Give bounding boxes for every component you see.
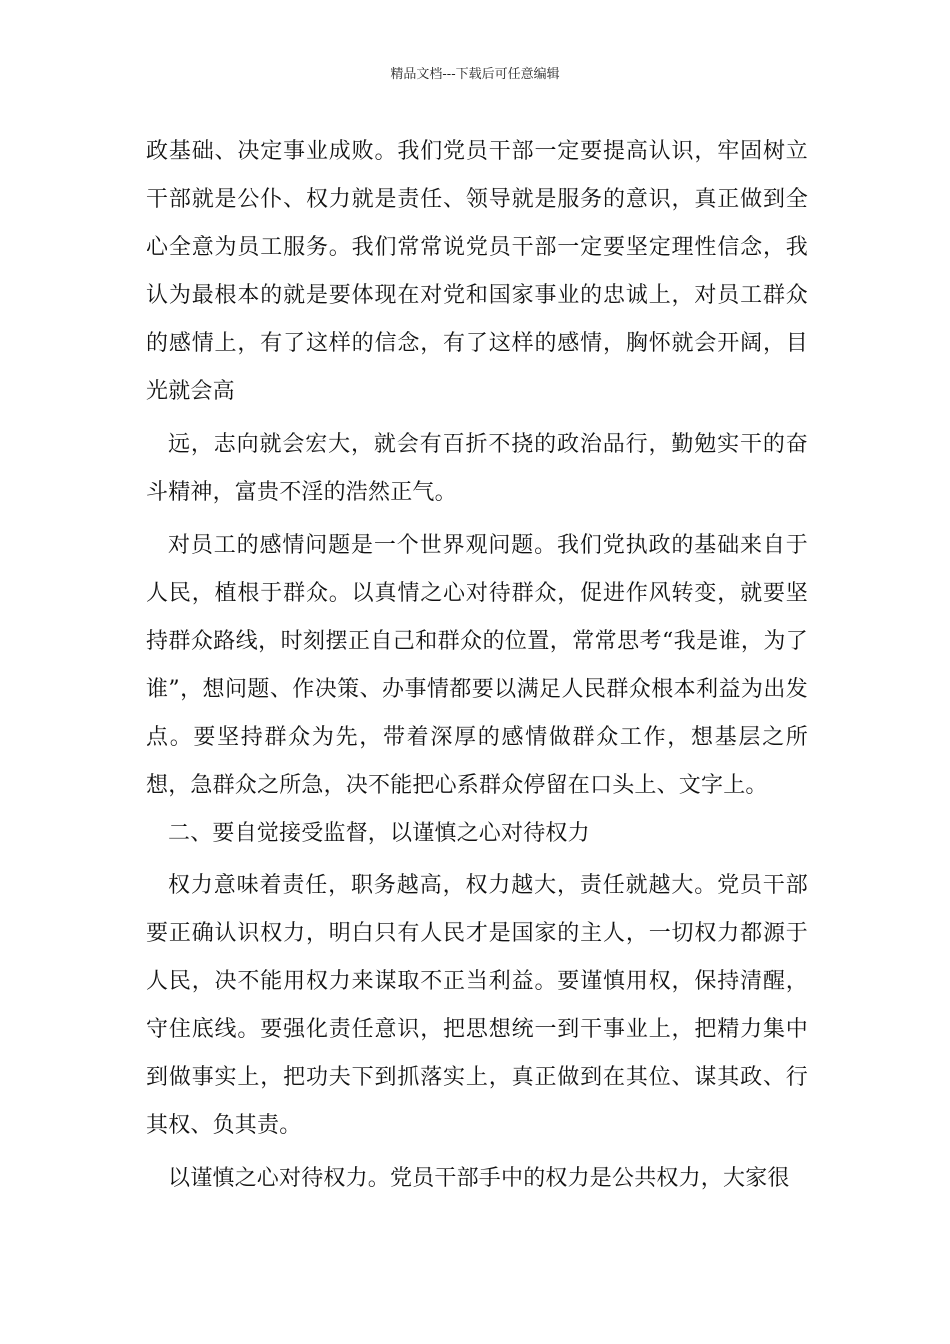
paragraph-2: 远，志向就会宏大，就会有百折不挠的政治品行，勤勉实干的奋斗精神，富贵不淫的浩然正气。	[146, 432, 808, 505]
document-body	[146, 128, 808, 1203]
paragraph-4: 权力意味着责任，职务越高，权力越大，责任就越大。党员干部要正确认识权力，明白只有人民才是国家的主人，一切权力都源于人民，决不能用权力来谋取不正当利益。要谨慎用权，保持清醒，守住底线。要强化责任意识，把思想统一到干事业上，把精力集中到做事实上，把功夫下到抓落实上，真正做到在其位、谋其政、行其权、负其责。	[146, 873, 808, 1138]
paragraph-5: 以谨慎之心对待权力。党员干部手中的权力是公共权力，大家很	[168, 1166, 790, 1191]
paragraph-3: 对员工的感情问题是一个世界观问题。我们党执政的基础来自于人民，植根于群众。以真情之心对待群众，促进作风转变，就要坚持群众路线，时刻摆正自己和群众的位置，常常思考“我是谁，为了谁”，想问题、作决策、办事情都要以满足人民群众根本利益为出发点。要坚持群众为先，带着深厚的感情做群众工作，想基层之所想，急群众之所急，决不能把心系群众停留在口头上、文字上。	[146, 533, 808, 798]
paragraph-1: 政基础、决定事业成败。我们党员干部一定要提高认识，牢固树立干部就是公仆、权力就是责任、领导就是服务的意识，真正做到全心全意为员工服务。我们常常说党员干部一定要坚定理性信念，我认为最根本的就是要体现在对党和国家事业的忠诚上，对员工群众的感情上，有了这样的信念，有了这样的感情，胸怀就会开阔，目光就会高	[146, 139, 808, 404]
page-header: 精品文档---下载后可任意编辑	[390, 67, 560, 82]
section-heading: 二、要自觉接受监督，以谨慎之心对待权力	[168, 821, 590, 846]
